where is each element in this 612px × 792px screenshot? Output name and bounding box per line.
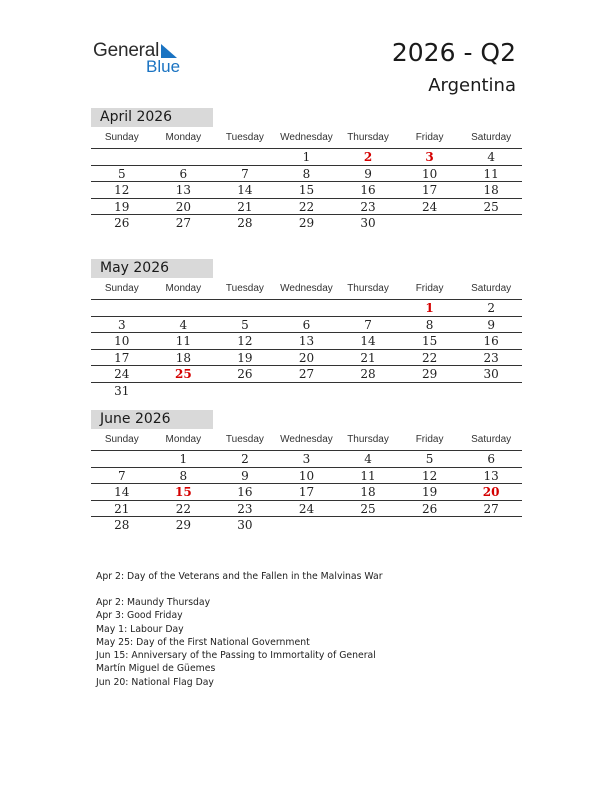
weekday-label: Sunday xyxy=(104,434,139,445)
day-cell: 27 xyxy=(483,501,499,516)
day-cell: 5 xyxy=(241,317,249,332)
holiday-day-cell: 2 xyxy=(363,150,373,164)
weekday-label: Wednesday xyxy=(280,283,333,294)
day-cell: 14 xyxy=(114,485,130,499)
holiday-note-line: Apr 2: Maundy Thursday xyxy=(96,597,211,608)
day-cell: 12 xyxy=(421,468,438,483)
day-cell: 20 xyxy=(298,350,315,365)
day-cell: 30 xyxy=(237,518,253,532)
day-cell: 29 xyxy=(175,518,191,532)
weekday-label: Sunday xyxy=(104,283,139,294)
holiday-notes xyxy=(96,596,376,689)
holiday-note-line: Apr 3: Good Friday xyxy=(96,610,183,622)
day-cell: 2 xyxy=(487,301,495,315)
week-row xyxy=(91,517,522,534)
logo-triangle-icon xyxy=(161,44,177,58)
day-cell xyxy=(337,383,399,400)
day-cell: 6 xyxy=(302,317,311,332)
observance-note-line: Apr 2: Day of the Veterans and the Fallen in the Malvinas War xyxy=(96,571,383,582)
day-cell: 25 xyxy=(360,501,376,516)
day-cell: 26 xyxy=(114,216,130,230)
day-cell: 8 xyxy=(425,317,434,332)
day-cell xyxy=(399,517,461,534)
weekday-label: Thursday xyxy=(347,434,389,445)
day-cell: 21 xyxy=(237,199,253,214)
day-cell: 1 xyxy=(302,150,311,164)
day-cell: 9 xyxy=(487,317,495,332)
holiday-day-cell: 20 xyxy=(482,485,500,499)
day-cell: 9 xyxy=(241,468,249,483)
logo xyxy=(93,40,193,80)
day-cell: 23 xyxy=(360,199,376,214)
weekday-label: Tuesday xyxy=(225,434,264,445)
day-cell: 25 xyxy=(483,199,499,214)
day-cell: 26 xyxy=(421,501,438,516)
weekday-label: Friday xyxy=(415,283,444,294)
day-cell xyxy=(460,215,522,232)
page-title: 2026 - Q2 xyxy=(391,38,516,67)
day-cell: 29 xyxy=(421,367,438,381)
day-cell: 22 xyxy=(421,350,438,365)
day-cell: 28 xyxy=(114,518,130,532)
day-cell: 17 xyxy=(298,485,315,499)
day-cell: 27 xyxy=(175,216,191,230)
week-row xyxy=(91,366,522,383)
day-cell xyxy=(91,451,153,467)
month-calendar xyxy=(91,410,522,534)
day-cell: 8 xyxy=(302,166,311,181)
weekday-label: Sunday xyxy=(104,132,139,143)
weekday-label: Thursday xyxy=(347,132,389,143)
day-cell: 30 xyxy=(483,367,499,381)
day-cell: 13 xyxy=(175,183,191,197)
day-cell: 20 xyxy=(175,199,191,214)
day-cell: 7 xyxy=(364,317,372,332)
week-row xyxy=(91,149,522,166)
day-cell: 15 xyxy=(298,183,315,197)
day-cell: 24 xyxy=(421,199,438,214)
day-cell: 4 xyxy=(487,150,495,164)
day-cell xyxy=(153,383,215,400)
day-cell: 6 xyxy=(487,452,495,466)
day-cell: 8 xyxy=(179,468,188,483)
weekday-label: Monday xyxy=(165,132,202,143)
day-cell: 27 xyxy=(298,367,315,381)
day-cell: 19 xyxy=(237,350,253,365)
day-cell: 4 xyxy=(179,317,188,332)
day-cell: 7 xyxy=(117,468,126,483)
day-cell: 3 xyxy=(117,317,126,332)
week-row xyxy=(91,468,522,485)
day-cell: 22 xyxy=(175,501,191,516)
weekday-label: Monday xyxy=(165,283,202,294)
week-row xyxy=(91,166,522,183)
day-cell: 15 xyxy=(421,334,438,348)
weekday-label: Saturday xyxy=(471,283,512,294)
weekday-header xyxy=(91,429,522,451)
day-cell: 5 xyxy=(425,452,434,466)
day-cell xyxy=(91,300,153,316)
week-row xyxy=(91,383,522,400)
day-cell: 28 xyxy=(360,367,376,381)
day-cell xyxy=(153,149,215,165)
day-cell xyxy=(153,300,215,316)
day-cell xyxy=(337,300,399,316)
day-cell: 16 xyxy=(360,183,376,197)
day-cell: 17 xyxy=(114,350,130,365)
day-cell: 10 xyxy=(114,334,130,348)
logo-blue-text: Blue xyxy=(146,57,181,76)
month-calendar xyxy=(91,259,522,399)
month-calendar xyxy=(91,108,522,232)
day-cell: 29 xyxy=(298,216,315,230)
day-cell: 2 xyxy=(241,452,249,466)
day-cell: 7 xyxy=(241,166,249,181)
day-cell xyxy=(91,149,153,165)
day-cell: 13 xyxy=(298,334,315,348)
day-cell: 22 xyxy=(298,199,315,214)
holiday-day-cell: 25 xyxy=(174,367,192,381)
day-cell: 12 xyxy=(237,334,253,348)
week-row xyxy=(91,199,522,216)
day-cell: 13 xyxy=(483,468,499,483)
holiday-note-line: Martín Miguel de Güemes xyxy=(96,663,216,675)
weekday-label: Wednesday xyxy=(280,132,333,143)
day-cell: 26 xyxy=(237,367,253,381)
day-cell: 16 xyxy=(483,334,499,348)
logo-general-text: General xyxy=(93,40,160,61)
day-cell: 5 xyxy=(117,166,126,181)
day-cell: 9 xyxy=(364,166,372,181)
weekday-label: Thursday xyxy=(347,283,389,294)
holiday-day-cell: 1 xyxy=(425,301,434,315)
holiday-note-line: Jun 15: Anniversary of the Passing to Immortality of General xyxy=(96,650,376,662)
day-cell: 18 xyxy=(483,183,499,197)
day-cell xyxy=(214,383,276,400)
day-cell xyxy=(337,517,399,534)
country-name: Argentina xyxy=(428,75,516,96)
day-cell xyxy=(214,149,276,165)
day-cell: 18 xyxy=(360,485,376,499)
day-cell xyxy=(276,517,338,534)
weekday-label: Tuesday xyxy=(225,132,264,143)
day-cell xyxy=(276,383,338,400)
month-label: April 2026 xyxy=(91,108,213,127)
weekday-label: Tuesday xyxy=(225,283,264,294)
day-cell: 6 xyxy=(179,166,188,181)
day-cell: 1 xyxy=(179,452,188,466)
week-row xyxy=(91,182,522,199)
day-cell: 18 xyxy=(175,350,191,365)
week-row xyxy=(91,350,522,367)
day-cell: 10 xyxy=(421,166,438,181)
day-cell: 19 xyxy=(114,199,130,214)
day-cell: 14 xyxy=(237,183,253,197)
holiday-note-line: May 25: Day of the First National Government xyxy=(96,636,310,648)
month-label: May 2026 xyxy=(91,259,213,278)
day-cell: 17 xyxy=(421,183,438,197)
day-cell: 14 xyxy=(360,334,376,348)
day-cell: 28 xyxy=(237,216,253,230)
weekday-label: Saturday xyxy=(471,434,512,445)
week-row xyxy=(91,484,522,501)
day-cell: 23 xyxy=(483,350,499,365)
observance-notes xyxy=(96,570,383,583)
day-cell: 21 xyxy=(114,501,130,516)
day-cell: 23 xyxy=(237,501,253,516)
month-label: June 2026 xyxy=(91,410,213,429)
day-cell: 19 xyxy=(421,485,438,499)
week-row xyxy=(91,333,522,350)
weekday-label: Saturday xyxy=(471,132,512,143)
holiday-note-line: May 1: Labour Day xyxy=(96,623,184,635)
day-cell: 11 xyxy=(360,468,376,483)
weekday-label: Friday xyxy=(415,132,444,143)
day-cell: 24 xyxy=(114,367,130,381)
day-cell: 11 xyxy=(483,166,499,181)
day-cell: 10 xyxy=(298,468,315,483)
weekday-header xyxy=(91,278,522,300)
day-cell: 24 xyxy=(298,501,315,516)
day-cell xyxy=(276,300,338,316)
weekday-header xyxy=(91,127,522,149)
day-cell: 30 xyxy=(360,216,376,230)
day-cell: 3 xyxy=(302,452,311,466)
week-row xyxy=(91,300,522,317)
day-cell xyxy=(460,517,522,534)
week-row xyxy=(91,501,522,518)
day-cell: 12 xyxy=(114,183,130,197)
holiday-note-line: Jun 20: National Flag Day xyxy=(96,676,214,688)
day-cell xyxy=(399,215,461,232)
day-cell: 21 xyxy=(360,350,376,365)
holiday-day-cell: 3 xyxy=(425,150,434,164)
week-row xyxy=(91,317,522,334)
day-cell xyxy=(460,383,522,400)
week-row xyxy=(91,215,522,232)
day-cell xyxy=(214,300,276,316)
day-cell: 16 xyxy=(237,485,253,499)
holiday-day-cell: 15 xyxy=(174,485,192,499)
day-cell xyxy=(399,383,461,400)
weekday-label: Monday xyxy=(165,434,202,445)
week-row xyxy=(91,451,522,468)
day-cell: 11 xyxy=(175,334,191,348)
day-cell: 31 xyxy=(114,383,130,398)
weekday-label: Friday xyxy=(415,434,444,445)
weekday-label: Wednesday xyxy=(280,434,333,445)
day-cell: 4 xyxy=(364,452,372,466)
